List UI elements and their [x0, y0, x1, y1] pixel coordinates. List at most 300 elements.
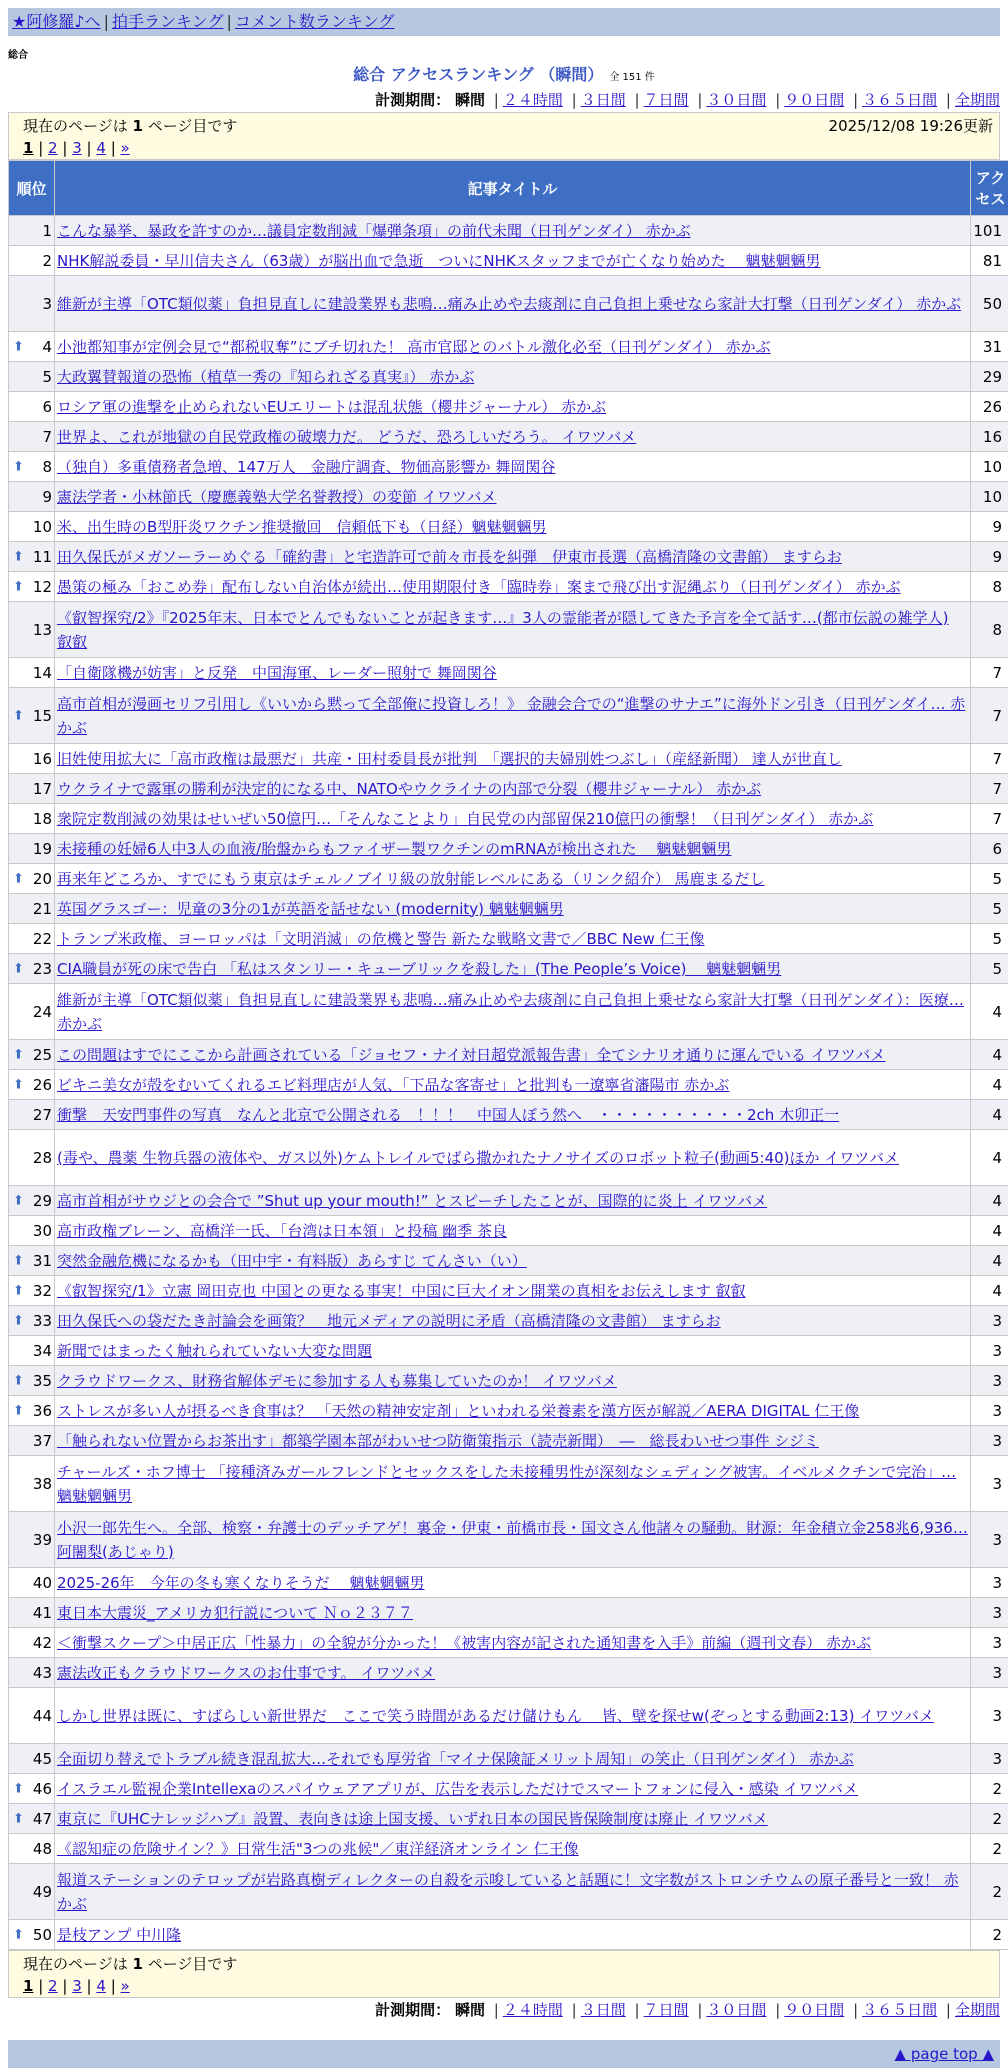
page-link-2[interactable]: 2 — [48, 139, 58, 157]
col-header-access: アクセス — [971, 161, 1008, 216]
access-count: 29 — [971, 362, 1008, 392]
article-title-link[interactable]: 憲法学者・小林節氏（慶應義塾大学名誉教授）の変節 イワツバメ — [57, 488, 496, 506]
article-title-link[interactable]: 大政翼賛報道の恐怖（植草一秀の『知られざる真実』） 赤かぶ — [57, 368, 474, 386]
title-cell — [55, 984, 971, 1040]
rank-up-arrow-icon: ⬆ — [13, 708, 24, 723]
access-count: 3 — [971, 1426, 1008, 1456]
table-row — [9, 1920, 1008, 1950]
article-title-link[interactable]: 再来年どころか、すでにもう東京はチェルノブイリ級の放射能レベルにある（リンク紹介） 馬鹿まるだし — [57, 870, 765, 888]
rank-number: 13 — [33, 621, 52, 639]
period-link-90d[interactable]: ９０日間 — [784, 91, 844, 109]
table-row — [9, 1628, 1008, 1658]
rank-number: 32 — [33, 1282, 52, 1300]
rank-cell — [9, 1512, 55, 1568]
article-title-link[interactable]: 東日本大震災_アメリカ犯行説について Ｎｏ２３７７ — [57, 1604, 413, 1622]
pager-text-suffix: ページ目です — [148, 1955, 238, 1973]
article-title-link[interactable]: 東京に『UHCナレッジハブ』設置、表向きは途上国支援、いずれ日本の国民皆保険制度は廃止 イワツバメ — [57, 1810, 768, 1828]
access-count: 3 — [971, 1366, 1008, 1396]
table-row — [9, 1426, 1008, 1456]
article-title-link[interactable]: 高市首相がサウジとの会合で ”Shut up your mouth!” とスピーチしたことが、国際的に炎上 イワツバメ — [57, 1192, 767, 1210]
article-title-link[interactable]: 米、出生時のB型肝炎ワクチン推奨撤回 信頼低下も（日経）魑魅魍魎男 — [57, 518, 547, 536]
rank-cell — [9, 1628, 55, 1658]
article-title-link[interactable]: 憲法改正もクラウドワークスのお仕事です。 イワツバメ — [57, 1664, 435, 1682]
page-link-4[interactable]: 4 — [96, 139, 106, 157]
period-selector-bottom: 計測期間： 瞬間 | ２４時間 | ３日間 | ７日間 | ３０日間 | ９０日間 | ３６５日間 | 全期間 — [8, 1998, 1000, 2022]
rank-cell — [9, 1216, 55, 1246]
article-title-link[interactable]: イスラエル監視企業Intellexaのスパイウェアアプリが、広告を表示しただけでスマートフォンに侵入・感染 イワツバメ — [57, 1780, 858, 1798]
article-title-link[interactable]: 小池都知事が定例会見で“都税収奪”にブチ切れた！ 高市官邸とのバトル激化必至（日刊ゲンダイ） 赤かぶ — [57, 338, 771, 356]
rank-cell — [9, 924, 55, 954]
article-title-link[interactable]: ストレスが多い人が摂るべき食事は？ 「天然の精神安定剤」といわれる栄養素を漢方医が解説／AERA DIGITAL 仁王像 — [57, 1402, 859, 1420]
period-link-365d[interactable]: ３６５日間 — [862, 91, 937, 109]
page-current: 1 — [23, 1977, 33, 1995]
period-link-24h[interactable]: ２４時間 — [503, 91, 563, 109]
article-title-link[interactable]: CIA職員が死の床で告白 「私はスタンリー・キューブリックを殺した」(The People’s Voice) 魑魅魍魎男 — [57, 960, 781, 978]
rank-number: 33 — [33, 1312, 52, 1330]
article-title-link[interactable]: 2025-26年 今年の冬も寒くなりそうだ 魑魅魍魎男 — [57, 1574, 424, 1592]
rank-number: 43 — [33, 1664, 52, 1682]
article-title-link[interactable]: 《叡智探究/2》『2025年末、日本でとんでもないことが起きます…』3人の霊能者が隠してきた予言を全て話す…(都市伝説の雑学人) 叡叡 — [57, 609, 949, 651]
rank-number: 50 — [33, 1926, 52, 1944]
rank-cell — [9, 392, 55, 422]
rank-cell — [9, 602, 55, 658]
period-link-365d[interactable]: ３６５日間 — [862, 2001, 937, 2019]
title-cell — [55, 1276, 971, 1306]
access-count: 4 — [971, 1246, 1008, 1276]
period-link-90d[interactable]: ９０日間 — [784, 2001, 844, 2019]
table-row — [9, 658, 1008, 688]
article-title-link[interactable]: 衆院定数削減の効果はせいぜい50億円…「そんなことより」自民党の内部留保210億円の衝撃！（日刊ゲンダイ） 赤かぶ — [57, 810, 873, 828]
article-title-link[interactable]: 旧姓使用拡大に「高市政権は最悪だ」共産・田村委員長が批判 「選択的夫婦別姓つぶし」（産経新聞） 達人が世直し — [57, 750, 842, 768]
access-count: 2 — [971, 1804, 1008, 1834]
title-cell — [55, 1628, 971, 1658]
rank-number: 17 — [33, 780, 52, 798]
article-title-link[interactable]: （独自）多重債務者急増、147万人 金融庁調査、物価高影響か 舞岡関谷 — [57, 458, 555, 476]
title-cell — [55, 1216, 971, 1246]
rank-cell — [9, 1920, 55, 1950]
period-link-3d[interactable]: ３日間 — [581, 91, 626, 109]
rank-up-arrow-icon: ⬆ — [13, 459, 24, 474]
article-title-link[interactable]: 維新が主導「OTC類似薬」負担見直しに建設業界も悲鳴…痛み止めや去痰剤に自己負担上乗せなら家計大打撃（日刊ゲンダイ） 赤かぶ — [57, 295, 961, 313]
rank-number: 21 — [33, 900, 52, 918]
title-cell — [55, 1864, 971, 1920]
rank-cell — [9, 894, 55, 924]
table-row — [9, 332, 1008, 362]
period-link-all[interactable]: 全期間 — [955, 91, 1000, 109]
access-count: 4 — [971, 1070, 1008, 1100]
pager-current-number: 1 — [132, 1955, 142, 1973]
access-count: 3 — [971, 1658, 1008, 1688]
rank-up-arrow-icon: ⬆ — [13, 549, 24, 564]
title-cell — [55, 834, 971, 864]
rank-number: 34 — [33, 1342, 52, 1360]
access-count: 5 — [971, 864, 1008, 894]
rank-number: 27 — [33, 1106, 52, 1124]
access-count: 4 — [971, 1216, 1008, 1246]
nav-link-clap-ranking[interactable]: 拍手ランキング — [112, 12, 224, 31]
rank-up-arrow-icon: ⬆ — [13, 1811, 24, 1826]
title-cell — [55, 332, 971, 362]
page-next[interactable]: » — [121, 1977, 130, 1995]
table-row — [9, 984, 1008, 1040]
article-title-link[interactable]: 英国グラスゴー：児童の3分の1が英語を話せない (modernity) 魑魅魍魎男 — [57, 900, 564, 918]
rank-number: 20 — [33, 870, 52, 888]
title-cell — [55, 1366, 971, 1396]
rank-number: 28 — [33, 1149, 52, 1167]
rank-number: 4 — [42, 338, 52, 356]
access-count: 3 — [971, 1688, 1008, 1744]
rank-number: 45 — [33, 1750, 52, 1768]
title-cell — [55, 1598, 971, 1628]
title-cell — [55, 1186, 971, 1216]
rank-up-arrow-icon: ⬆ — [13, 1781, 24, 1796]
rank-number: 8 — [42, 458, 52, 476]
rank-number: 23 — [33, 960, 52, 978]
nav-link-comment-ranking[interactable]: コメント数ランキング — [235, 12, 395, 31]
rank-up-arrow-icon: ⬆ — [13, 1403, 24, 1418]
rank-cell — [9, 512, 55, 542]
title-cell — [55, 1834, 971, 1864]
table-row — [9, 1568, 1008, 1598]
table-row — [9, 924, 1008, 954]
access-count: 2 — [971, 1864, 1008, 1920]
article-title-link[interactable]: 全面切り替えでトラブル続き混乱拡大…それでも厚労省「マイナ保険証メリット周知」の笑止（日刊ゲンダイ） 赤かぶ — [57, 1750, 854, 1768]
access-count: 50 — [971, 276, 1008, 332]
rank-cell — [9, 452, 55, 482]
rank-number: 44 — [33, 1707, 52, 1725]
table-row — [9, 572, 1008, 602]
article-title-link[interactable]: 田久保氏がメガソーラーめぐる「確約書」と宅造許可で前々市長を糾弾 伊東市長選（高橋清隆の文書館） ますらお — [57, 548, 842, 566]
rank-up-arrow-icon: ⬆ — [13, 1927, 24, 1942]
page-link-3[interactable]: 3 — [72, 139, 82, 157]
title-cell — [55, 1920, 971, 1950]
table-row — [9, 688, 1008, 744]
access-count: 4 — [971, 1100, 1008, 1130]
access-count: 8 — [971, 602, 1008, 658]
period-link-7d[interactable]: ７日間 — [644, 2001, 689, 2019]
article-title-link[interactable]: しかし世界は既に、すばらしい新世界だ ここで笑う時間があるだけ儲けもん 皆、壁を探せw(ぞっとする動画2:13) イワツバメ — [57, 1707, 934, 1725]
title-cell — [55, 602, 971, 658]
ranking-table — [8, 160, 1008, 1950]
table-row — [9, 804, 1008, 834]
rank-number: 31 — [33, 1252, 52, 1270]
rank-number: 10 — [33, 518, 52, 536]
title-cell — [55, 1246, 971, 1276]
title-cell — [55, 572, 971, 602]
title-cell — [55, 924, 971, 954]
access-count: 7 — [971, 774, 1008, 804]
nav-link-asyura[interactable]: ★阿修羅♪へ — [12, 12, 101, 31]
table-row — [9, 1864, 1008, 1920]
rank-cell — [9, 834, 55, 864]
page-link-4[interactable]: 4 — [96, 1977, 106, 1995]
period-link-30d[interactable]: ３０日間 — [706, 2001, 766, 2019]
rank-cell — [9, 1834, 55, 1864]
title-cell — [55, 1658, 971, 1688]
col-header-rank: 順位 — [9, 161, 55, 216]
title-cell — [55, 276, 971, 332]
rank-number: 39 — [33, 1531, 52, 1549]
access-count: 2 — [971, 1920, 1008, 1950]
rank-cell — [9, 216, 55, 246]
article-title-link[interactable]: この問題はすでにここから計画されている「ジョセフ・ナイ対日超党派報告書」全てシナリオ通りに運んでいる イワツバメ — [57, 1046, 885, 1064]
ranking-body — [9, 216, 1008, 1950]
article-title-link[interactable]: クラウドワークス、財務省解体デモに参加する人も募集していたのか！ イワツバメ — [57, 1372, 617, 1390]
title-cell — [55, 1396, 971, 1426]
rank-cell — [9, 1306, 55, 1336]
table-row — [9, 1512, 1008, 1568]
rank-number: 11 — [33, 548, 52, 566]
article-title-link[interactable]: 高市政権ブレーン、高橋洋一氏、「台湾は日本領」と投稿 幽季 茶良 — [57, 1222, 507, 1240]
title-cell — [55, 1568, 971, 1598]
period-link-30d[interactable]: ３０日間 — [706, 91, 766, 109]
page-title: 総合 アクセスランキング （瞬間） — [353, 65, 603, 84]
rank-cell — [9, 1396, 55, 1426]
rank-number: 6 — [42, 398, 52, 416]
title-cell — [55, 1040, 971, 1070]
title-cell — [55, 392, 971, 422]
table-row — [9, 1396, 1008, 1426]
article-title-link[interactable]: 突然金融危機になるかも（田中宇・有料版）あらすじ てんさい（い） — [57, 1252, 527, 1270]
title-cell — [55, 864, 971, 894]
access-count: 2 — [971, 1774, 1008, 1804]
rank-cell — [9, 246, 55, 276]
table-row — [9, 1040, 1008, 1070]
rank-cell — [9, 572, 55, 602]
period-link-7d[interactable]: ７日間 — [644, 91, 689, 109]
rank-cell — [9, 1744, 55, 1774]
rank-number: 30 — [33, 1222, 52, 1240]
rank-cell — [9, 332, 55, 362]
access-count: 3 — [971, 1336, 1008, 1366]
access-count: 7 — [971, 744, 1008, 774]
title-cell — [55, 542, 971, 572]
rank-up-arrow-icon: ⬆ — [13, 1283, 24, 1298]
rank-cell — [9, 1186, 55, 1216]
access-count: 10 — [971, 482, 1008, 512]
title-cell — [55, 482, 971, 512]
article-title-link[interactable]: ウクライナで露軍の勝利が決定的になる中、NATOやウクライナの内部で分裂（櫻井ジャーナル） 赤かぶ — [57, 780, 761, 798]
title-cell — [55, 774, 971, 804]
article-title-link[interactable]: 世界よ、これが地獄の自民党政権の破壊力だ。 どうだ、恐ろしいだろう。 イワツバメ — [57, 428, 636, 446]
table-row — [9, 246, 1008, 276]
article-title-link[interactable]: 小沢一郎先生へ。全部、検察・弁護士のデッチアゲ！裏金・伊東・前橋市長・国文さん他諸々の騒動。財源：年金積立金258兆6,936… 阿闍梨(あじゃり) — [57, 1519, 968, 1561]
period-link-all[interactable]: 全期間 — [955, 2001, 1000, 2019]
access-count: 4 — [971, 1276, 1008, 1306]
access-count: 101 — [971, 216, 1008, 246]
access-count: 9 — [971, 542, 1008, 572]
article-title-link[interactable]: (毒や、農薬 生物兵器の液体や、ガス以外)ケムトレイルでばら撒かれたナノサイズのロボット粒子(動画5:40)ほか イワツバメ — [57, 1149, 899, 1167]
table-row — [9, 482, 1008, 512]
table-row — [9, 864, 1008, 894]
rank-number: 16 — [33, 750, 52, 768]
article-title-link[interactable]: ビキニ美女が殻をむいてくれるエビ料理店が人気、「下品な客寄せ」と批判も一遼寧省瀋陽市 赤かぶ — [57, 1076, 729, 1094]
rank-cell — [9, 422, 55, 452]
table-row — [9, 1834, 1008, 1864]
article-title-link[interactable]: 衝撃 天安門事件の写真 なんと北京で公開される ！！！ 中国人ぼう然へ ・・・・・・・・・・2ch 木卯正一 — [57, 1106, 839, 1124]
rank-up-arrow-icon: ⬆ — [13, 1193, 24, 1208]
rank-number: 25 — [33, 1046, 52, 1064]
table-row — [9, 1658, 1008, 1688]
rank-number: 41 — [33, 1604, 52, 1622]
total-count: 全 151 件 — [609, 72, 654, 83]
article-title-link[interactable]: 「触られない位置からお茶出す」都築学園本部がわいせつ防衛策指示（読売新聞） ― 総長わいせつ事件 シジミ — [57, 1432, 819, 1450]
article-title-link[interactable]: チャールズ・ホフ博士 「接種済みガールフレンドとセックスをした未接種男性が深刻なシェディング被害。イベルメクチンで完治」… 魑魅魍魎男 — [57, 1463, 956, 1505]
period-link-24h[interactable]: ２４時間 — [503, 2001, 563, 2019]
rank-cell — [9, 984, 55, 1040]
title-cell — [55, 246, 971, 276]
rank-cell — [9, 542, 55, 572]
article-title-link[interactable]: トランプ米政権、ヨーロッパは「文明消滅」の危機と警告 新たな戦略文書で／BBC New 仁王像 — [57, 930, 705, 948]
table-row — [9, 1246, 1008, 1276]
page-link-2[interactable]: 2 — [48, 1977, 58, 1995]
period-link-3d[interactable]: ３日間 — [581, 2001, 626, 2019]
title-cell — [55, 1070, 971, 1100]
table-row — [9, 1100, 1008, 1130]
title-cell — [55, 1744, 971, 1774]
access-count: 5 — [971, 894, 1008, 924]
table-row — [9, 834, 1008, 864]
title-cell — [55, 688, 971, 744]
updated-timestamp: 2025/12/08 19:26更新 — [829, 115, 993, 137]
rank-number: 37 — [33, 1432, 52, 1450]
title-cell — [55, 1306, 971, 1336]
rank-number: 5 — [42, 368, 52, 386]
title-cell — [55, 1336, 971, 1366]
rank-cell — [9, 1246, 55, 1276]
title-cell — [55, 422, 971, 452]
article-title-link[interactable]: 《叡智探究/1》立憲 岡田克也 中国との更なる事実！中国に巨大イオン開業の真相をお伝えします 叡叡 — [57, 1282, 745, 1300]
rank-cell — [9, 1774, 55, 1804]
table-row — [9, 542, 1008, 572]
table-row — [9, 774, 1008, 804]
article-title-link[interactable]: 未接種の妊婦6人中3人の血液/胎盤からもファイザー製ワクチンのmRNAが検出された 魑魅魍魎男 — [57, 840, 731, 858]
pager-top: 現在のページは 1 ページ目です 2025/12/08 19:26更新 1 | 2 | 3 | 4 | » — [8, 112, 1000, 160]
article-title-link[interactable]: 「自衛隊機が妨害」と反発 中国海軍、レーダー照射で 舞岡関谷 — [57, 664, 497, 682]
rank-number: 29 — [33, 1192, 52, 1210]
rank-cell — [9, 362, 55, 392]
rank-number: 7 — [42, 428, 52, 446]
rank-cell — [9, 276, 55, 332]
table-row — [9, 1774, 1008, 1804]
article-title-link[interactable]: 報道ステーションのテロップが岩路真樹ディレクターの自殺を示唆していると話題に！文字数がストロンチウムの原子番号と一致！ 赤かぶ — [57, 1871, 959, 1913]
article-title-link[interactable]: 《認知症の危険サイン？》日常生活"3つの兆候"／東洋経済オンライン 仁王像 — [57, 1840, 579, 1858]
rank-cell — [9, 1070, 55, 1100]
access-count: 10 — [971, 452, 1008, 482]
rank-number: 12 — [33, 578, 52, 596]
access-count: 3 — [971, 1598, 1008, 1628]
rank-number: 18 — [33, 810, 52, 828]
article-title-link[interactable]: こんな暴挙、暴政を許すのか…議員定数削減「爆弾条項」の前代未聞（日刊ゲンダイ） 赤かぶ — [57, 222, 691, 240]
table-row — [9, 1598, 1008, 1628]
pager-text-suffix: ページ目です — [148, 117, 238, 135]
table-row — [9, 954, 1008, 984]
rank-up-arrow-icon: ⬆ — [13, 1047, 24, 1062]
table-row — [9, 276, 1008, 332]
table-row — [9, 1744, 1008, 1774]
access-count: 6 — [971, 834, 1008, 864]
rank-number: 14 — [33, 664, 52, 682]
col-header-title: 記事タイトル — [55, 161, 971, 216]
access-count: 3 — [971, 1744, 1008, 1774]
rank-cell — [9, 658, 55, 688]
access-count: 3 — [971, 1396, 1008, 1426]
access-count: 2 — [971, 1834, 1008, 1864]
article-title-link[interactable]: 新聞ではまったく触れられていない大変な問題 — [57, 1342, 372, 1360]
article-title-link[interactable]: 是枝アンプ 中川隆 — [57, 1926, 181, 1944]
table-row — [9, 452, 1008, 482]
rank-number: 24 — [33, 1003, 52, 1021]
access-count: 31 — [971, 332, 1008, 362]
page-top-link[interactable]: ▲ page top ▲ — [895, 2045, 994, 2063]
table-row — [9, 1070, 1008, 1100]
rank-number: 26 — [33, 1076, 52, 1094]
rank-cell — [9, 1598, 55, 1628]
category-label: 総合 — [8, 46, 1008, 60]
rank-cell — [9, 1130, 55, 1186]
rank-cell — [9, 1366, 55, 1396]
access-count: 4 — [971, 1130, 1008, 1186]
article-title-link[interactable]: 田久保氏への袋だたき討論会を画策？ 地元メディアの説明に矛盾（高橋清隆の文書館） ますらお — [57, 1312, 721, 1330]
rank-cell — [9, 864, 55, 894]
rank-up-arrow-icon: ⬆ — [13, 339, 24, 354]
pager-text-prefix: 現在のページは — [23, 1955, 128, 1973]
period-selector-top: 計測期間： 瞬間 | ２４時間 | ３日間 | ７日間 | ３０日間 | ９０日間 | ３６５日間 | 全期間 — [8, 88, 1000, 112]
article-title-link[interactable]: ロシア軍の進撃を止められないEUエリートは混乱状態（櫻井ジャーナル） 赤かぶ — [57, 398, 606, 416]
rank-number: 40 — [33, 1574, 52, 1592]
access-count: 4 — [971, 1186, 1008, 1216]
page-link-3[interactable]: 3 — [72, 1977, 82, 1995]
access-count: 5 — [971, 954, 1008, 984]
title-cell — [55, 1774, 971, 1804]
ranking-heading — [8, 62, 1000, 88]
title-cell — [55, 954, 971, 984]
access-count: 26 — [971, 392, 1008, 422]
article-title-link[interactable]: 高市首相が漫画セリフ引用し《いいから黙って全部俺に投資しろ！》 金融会合での“進撃のサナエ”に海外ドン引き（日刊ゲンダイ… 赤かぶ — [57, 695, 965, 737]
title-cell — [55, 1512, 971, 1568]
table-row — [9, 894, 1008, 924]
rank-number: 48 — [33, 1840, 52, 1858]
access-count: 81 — [971, 246, 1008, 276]
table-row — [9, 1336, 1008, 1366]
article-title-link[interactable]: NHK解説委員・早川信夫さん（63歳）が脳出血で急逝 ついにNHKスタッフまでが亡くなり始めた 魑魅魍魎男 — [57, 252, 821, 270]
rank-cell — [9, 1040, 55, 1070]
rank-number: 42 — [33, 1634, 52, 1652]
rank-cell — [9, 1336, 55, 1366]
rank-cell — [9, 1426, 55, 1456]
period-current: 瞬間 — [455, 91, 485, 109]
title-cell — [55, 1456, 971, 1512]
page-next[interactable]: » — [121, 139, 130, 157]
article-title-link[interactable]: ＜衝撃スクープ＞中居正広「性暴力」の全貌が分かった！《被害内容が記された通知書を入手》前編（週刊文春） 赤かぶ — [57, 1634, 871, 1652]
page — [8, 8, 1008, 2068]
rank-number: 22 — [33, 930, 52, 948]
table-row — [9, 1186, 1008, 1216]
rank-number: 15 — [33, 707, 52, 725]
table-row — [9, 1216, 1008, 1246]
access-count: 8 — [971, 572, 1008, 602]
rank-number: 9 — [42, 488, 52, 506]
article-title-link[interactable]: 維新が主導「OTC類似薬」負担見直しに建設業界も悲鳴…痛み止めや去痰剤に自己負担上乗せなら家計大打撃（日刊ゲンダイ）：医療… 赤かぶ — [57, 991, 964, 1033]
rank-number: 1 — [42, 222, 52, 240]
title-cell — [55, 1426, 971, 1456]
access-count: 5 — [971, 924, 1008, 954]
access-count: 7 — [971, 804, 1008, 834]
article-title-link[interactable]: 愚策の極み「おこめ券」配布しない自治体が続出…使用期限付き「臨時券」案まで飛び出す泥縄ぶり（日刊ゲンダイ） 赤かぶ — [57, 578, 901, 596]
rank-cell — [9, 482, 55, 512]
rank-cell — [9, 1688, 55, 1744]
rank-cell — [9, 804, 55, 834]
